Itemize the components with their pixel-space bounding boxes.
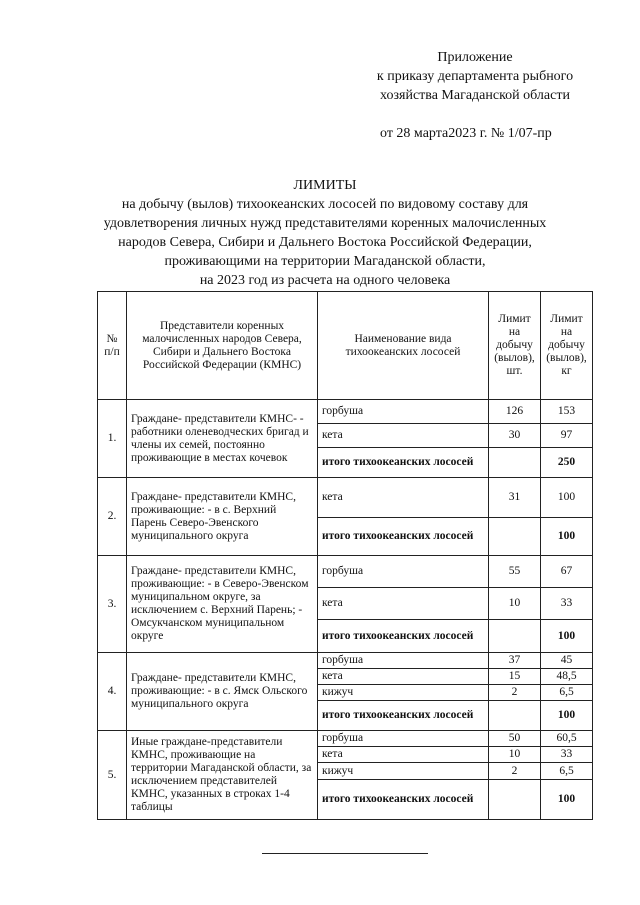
limit-pcs-cell: 2: [489, 763, 541, 780]
limit-kg-cell: 97: [541, 424, 593, 448]
representatives-cell: Граждане- представители КМНС, проживающие: - в с. Ямск Ольского муниципального округа: [127, 653, 318, 731]
total-pcs-cell: [489, 620, 541, 653]
species-cell: кета: [318, 424, 489, 448]
table-row: [98, 556, 593, 588]
document-header: [360, 48, 590, 105]
limit-pcs-cell: 30: [489, 424, 541, 448]
limit-kg-cell: 60,5: [541, 731, 593, 747]
limit-kg-cell: 48,5: [541, 669, 593, 685]
representatives-cell: Граждане- представители КМНС- - работники оленеводческих бригад и члены их семей, постоянно проживающие в местах кочевок: [127, 400, 318, 478]
limit-kg-cell: 100: [541, 478, 593, 518]
table-header-row: [98, 292, 593, 400]
total-kg-cell: 250: [541, 448, 593, 478]
limit-pcs-cell: 10: [489, 588, 541, 620]
species-cell: горбуша: [318, 653, 489, 669]
total-label: итого тихоокеанских лососей: [318, 620, 489, 653]
title-line-5: на 2023 год из расчета на одного человека: [199, 273, 451, 288]
total-label: итого тихоокеанских лососей: [318, 780, 489, 820]
limit-kg-cell: 6,5: [541, 763, 593, 780]
species-cell: кижуч: [318, 685, 489, 701]
species-cell: горбуша: [318, 556, 489, 588]
limit-kg-cell: 45: [541, 653, 593, 669]
total-kg-cell: 100: [541, 518, 593, 556]
species-cell: кета: [318, 669, 489, 685]
species-cell: кета: [318, 747, 489, 763]
title-line-2: удовлетворения личных нужд представителями коренных малочисленных: [103, 216, 547, 231]
limit-pcs-cell: 55: [489, 556, 541, 588]
row-number: 3.: [98, 556, 127, 653]
row-number: 4.: [98, 653, 127, 731]
total-label: итого тихоокеанских лососей: [318, 448, 489, 478]
footer-divider: [262, 853, 428, 854]
limits-table: [97, 291, 593, 820]
order-date: от 28 марта2023 г. № 1/07-пр: [380, 126, 552, 141]
limit-kg-cell: 67: [541, 556, 593, 588]
species-cell: горбуша: [318, 731, 489, 747]
limit-pcs-cell: 37: [489, 653, 541, 669]
header-line-3: хозяйства Магаданской области: [380, 88, 570, 103]
limit-kg-cell: 153: [541, 400, 593, 424]
limit-pcs-cell: 126: [489, 400, 541, 424]
document-title: [90, 176, 560, 290]
limit-kg-cell: 6,5: [541, 685, 593, 701]
title-line-3: народов Севера, Сибири и Дальнего Востока Российской Федерации,: [118, 235, 532, 250]
row-number: 2.: [98, 478, 127, 556]
species-cell: горбуша: [318, 400, 489, 424]
title-line-1: на добычу (вылов) тихоокеанских лососей по видовому составу для: [121, 197, 529, 212]
row-number: 1.: [98, 400, 127, 478]
header-num: № п/п: [98, 292, 127, 400]
row-number: 5.: [98, 731, 127, 820]
representatives-cell: Иные граждане-представители КМНС, проживающие на территории Магаданской области, за исключением представителей КМНС, указанных в строках 1-4 таблицы: [127, 731, 318, 820]
total-label: итого тихоокеанских лососей: [318, 518, 489, 556]
limit-kg-cell: 33: [541, 747, 593, 763]
total-pcs-cell: [489, 701, 541, 731]
table-row: [98, 731, 593, 747]
limit-pcs-cell: 50: [489, 731, 541, 747]
header-limit-kg: Лимит на добычу (вылов), кг: [541, 292, 593, 400]
total-kg-cell: 100: [541, 620, 593, 653]
header-line-2: к приказу департамента рыбного: [376, 69, 574, 84]
species-cell: кета: [318, 588, 489, 620]
representatives-cell: Граждане- представители КМНС, проживающие: - в с. Верхний Парень Северо-Эвенского муниципального округа: [127, 478, 318, 556]
header-representatives: Представители коренных малочисленных народов Севера, Сибири и Дальнего Востока Российской Федерации (КМНС): [127, 292, 318, 400]
limit-pcs-cell: 15: [489, 669, 541, 685]
total-kg-cell: 100: [541, 780, 593, 820]
header-species: Наименование вида тихоокеанских лососей: [318, 292, 489, 400]
species-cell: кижуч: [318, 763, 489, 780]
limit-pcs-cell: 31: [489, 478, 541, 518]
title-line-4: проживающими на территории Магаданской области,: [164, 254, 486, 269]
limit-pcs-cell: 10: [489, 747, 541, 763]
table-row: [98, 653, 593, 669]
table-row: [98, 400, 593, 424]
total-label: итого тихоокеанских лососей: [318, 701, 489, 731]
representatives-cell: Граждане- представители КМНС, проживающие: - в Северо-Эвенском муниципальном округе, за исключением с. Верхний Парень; - Омсукчанском муниципальном округе: [127, 556, 318, 653]
total-pcs-cell: [489, 518, 541, 556]
header-limit-pcs: Лимит на добычу (вылов), шт.: [489, 292, 541, 400]
total-pcs-cell: [489, 448, 541, 478]
limit-kg-cell: 33: [541, 588, 593, 620]
total-pcs-cell: [489, 780, 541, 820]
header-line-1: Приложение: [437, 50, 513, 65]
limit-pcs-cell: 2: [489, 685, 541, 701]
species-cell: кета: [318, 478, 489, 518]
total-kg-cell: 100: [541, 701, 593, 731]
table-row: [98, 478, 593, 518]
title-main: ЛИМИТЫ: [293, 178, 357, 193]
